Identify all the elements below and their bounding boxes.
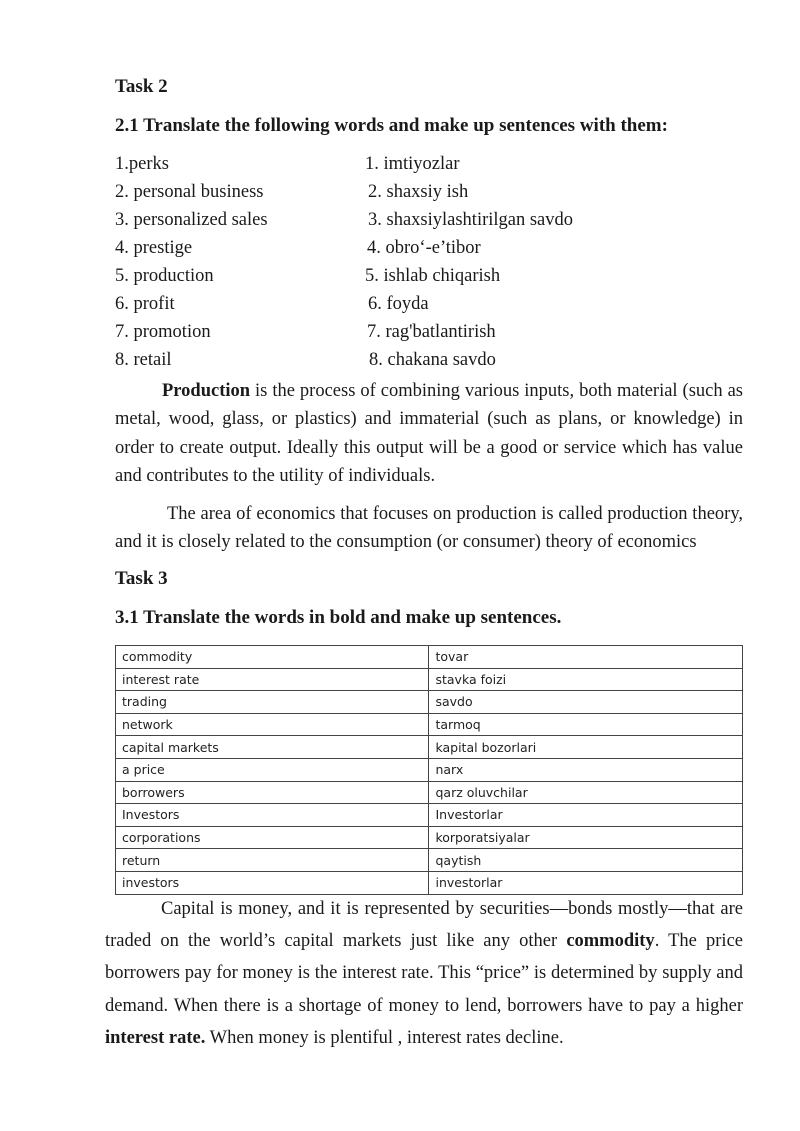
capital-paragraph-text-c: . The price borrowers pay for money is the interest rate. This “price” is determined by supply and demand. When there is a shortage of money to lend, borrowers have to pay a higher [105,931,743,1016]
table-cell-uzbek: Investorlar [429,804,743,827]
vocab-row [115,182,635,206]
table-row [116,713,743,736]
table-cell-uzbek: investorlar [429,871,743,894]
table-row [116,849,743,872]
vocab-uzbek: 8. chakana savdo [369,350,496,370]
table-cell-english: Investors [116,804,429,827]
table-cell-uzbek: savdo [429,691,743,714]
table-cell-english: investors [116,871,429,894]
commodity-term: commodity [566,931,655,952]
table-row [116,691,743,714]
vocab-english: 8. retail [115,350,172,370]
table-row [116,804,743,827]
task2-title: Task 2 [115,76,168,97]
table-cell-english: interest rate [116,668,429,691]
table-row [116,646,743,669]
table-cell-uzbek: qarz oluvchilar [429,781,743,804]
vocab-uzbek: 6. foyda [368,294,429,314]
table-cell-english: commodity [116,646,429,669]
vocab-english: 2. personal business [115,182,264,202]
table-row [116,826,743,849]
production-term: Production [162,381,251,401]
table-cell-uzbek: narx [429,758,743,781]
table-cell-uzbek: korporatsiyalar [429,826,743,849]
capital-paragraph [105,893,743,1054]
table-cell-english: network [116,713,429,736]
table-cell-uzbek: qaytish [429,849,743,872]
production-theory-paragraph [115,500,743,556]
vocab-uzbek: 7. rag'batlantirish [367,322,496,342]
vocab-uzbek: 4. obro‘-e’tibor [367,238,481,258]
vocab-uzbek: 1. imtiyozlar [365,154,460,174]
table-cell-english: return [116,849,429,872]
vocab-row [115,350,635,374]
vocab-row [115,154,635,178]
task3-subtitle: 3.1 Translate the words in bold and make up sentences. [115,607,562,628]
table-cell-uzbek: kapital bozorlari [429,736,743,759]
vocab-english: 6. profit [115,294,175,314]
vocab-row [115,322,635,346]
vocab-row [115,210,635,234]
capital-paragraph-text-e: When money is plentiful , interest rates decline. [205,1027,564,1048]
table-row [116,758,743,781]
table-cell-uzbek: stavka foizi [429,668,743,691]
vocab-english: 3. personalized sales [115,210,268,230]
table-row [116,781,743,804]
capital-paragraph-text-a: Capital is money, and it is represented by securities—bonds mostly—that are traded on the world’s capital markets just like any other [105,899,743,952]
production-theory-text: The area of economics that focuses on production is called production theory, and it is closely related to the consumption (or consumer) theory of economics [115,504,743,552]
table-row [116,668,743,691]
vocab-table [115,645,743,895]
interest-rate-term: interest rate. [105,1027,206,1048]
table-row [116,736,743,759]
task2-subtitle: 2.1 Translate the following words and make up sentences with them: [115,115,668,136]
table-row [116,871,743,894]
table-cell-english: trading [116,691,429,714]
vocab-english: 7. promotion [115,322,211,342]
vocab-uzbek: 3. shaxsiylashtirilgan savdo [368,210,574,230]
table-cell-english: borrowers [116,781,429,804]
vocab-uzbek: 5. ishlab chiqarish [365,266,501,286]
table-cell-english: a price [116,758,429,781]
table-cell-english: corporations [116,826,429,849]
production-paragraph [115,377,743,490]
vocab-english: 1.perks [115,154,169,174]
production-paragraph-text: is the process of combining various inputs, both material (such as metal, wood, glass, or plastics) and immaterial (such as plans, or knowledge) in order to create output. Ideally this output will be a good or service which has value and contributes to the utility of individuals. [115,381,743,486]
vocab-row [115,294,635,318]
table-cell-english: capital markets [116,736,429,759]
table-cell-uzbek: tarmoq [429,713,743,736]
task3-title: Task 3 [115,568,168,589]
vocab-english: 4. prestige [115,238,193,258]
vocab-row [115,238,635,262]
vocab-english: 5. production [115,266,214,286]
vocab-uzbek: 2. shaxsiy ish [368,182,469,202]
table-cell-uzbek: tovar [429,646,743,669]
vocab-row [115,266,635,290]
